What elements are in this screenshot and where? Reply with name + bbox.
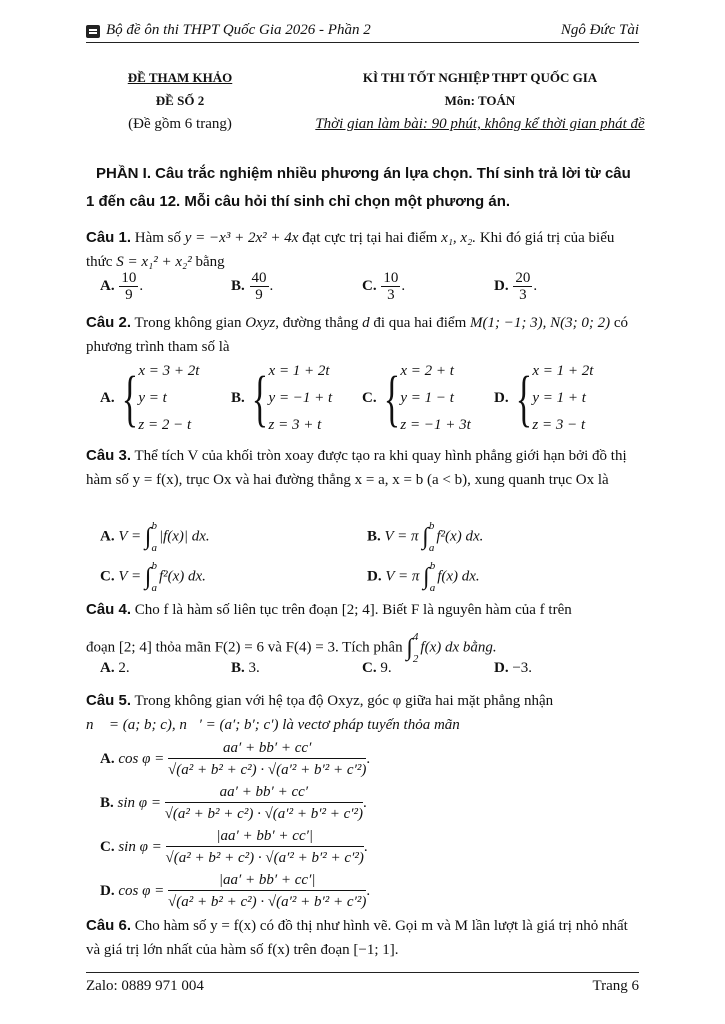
q4-options: [100, 660, 640, 682]
option-b[interactable]: B. V = π ∫ b a f²(x) dx.: [367, 520, 484, 554]
option-c[interactable]: C. { x = 2 + t y = 1 − t z = −1 + 3t: [362, 363, 471, 433]
option-a[interactable]: A. { x = 3 + 2t y = t z = 2 − t: [100, 363, 200, 433]
footer-contact: Zalo: 0889 971 004: [86, 978, 204, 994]
exam-pages: (Đề gồm 6 trang): [128, 116, 232, 132]
question-1: Câu 1. Hàm số y = −x³ + 2x² + 4x đạt cực trị tại hai điểm x₁, x₂. Khi đó giá trị của biểu thức S = x₁² + x₂² bằng: [86, 229, 615, 270]
option-d[interactable]: D. $\frac{20}{3}$ .: [494, 270, 538, 303]
q5-options: [100, 738, 640, 913]
question-4: Câu 4. Cho f là hàm số liên tục trên đoạn [2; 4]. Biết F là nguyên hàm của f trên đoạn [2; 4] thỏa mãn F(2) = 6 và F(4) = 3. Tích phân ∫ 4 2 f(x) dx bằng.: [86, 601, 572, 665]
option-b[interactable]: B. sin φ = $\frac{aa' + bb' + cc'}{\text{√(a² + b² + c²) · √(a′² + b′² + c′²)}}$ .: [100, 784, 367, 822]
option-a[interactable]: A. 2.: [100, 660, 130, 676]
option-c[interactable]: C. V = ∫ b a f²(x) dx.: [100, 560, 206, 594]
q3-options: [100, 515, 640, 595]
option-d[interactable]: D. −3.: [494, 660, 533, 676]
question-6: Câu 6. Cho hàm số y = f(x) có đồ thị như hình vẽ. Gọi m và M lần lượt là giá trị nhỏ nhất và giá trị lớn nhất của hàm số f(x) trên đoạn [−1; 1].: [86, 917, 628, 958]
footer-rule: [86, 972, 639, 973]
option-d[interactable]: D. V = π ∫ b a f(x) dx.: [367, 560, 480, 594]
option-b[interactable]: B. 3.: [231, 660, 260, 676]
option-b[interactable]: B. $\frac{40}{9}$ .: [231, 270, 274, 303]
option-b[interactable]: B. { x = 1 + 2t y = −1 + t z = 3 + t: [231, 363, 333, 433]
exam-subject: Môn: TOÁN: [444, 93, 516, 108]
exam-title: KÌ THI TỐT NGHIỆP THPT QUỐC GIA: [362, 70, 598, 85]
option-d[interactable]: D. { x = 1 + 2t y = 1 + t z = 3 − t: [494, 363, 594, 433]
option-a[interactable]: A. $\frac{10}{9}$ .: [100, 270, 144, 303]
option-d[interactable]: D. cos φ = $\frac{|aa' + bb' + cc'|}{\text{√(a² + b² + c²) · √(a′² + b′² + c′²)}}$ .: [100, 872, 371, 910]
question-3: Câu 3. Thể tích V của khối tròn xoay được tạo ra khi quay hình phẳng giới hạn bởi đồ thị hàm số y = f(x), trục Ox và hai đường thẳng x = a, x = b (a < b), xung quanh trục Ox là: [86, 447, 627, 488]
exam-time: Thời gian làm bài: 90 phút, không kể thời gian phát đề: [315, 116, 645, 132]
exam-ref: ĐỀ THAM KHẢO: [127, 70, 233, 85]
header-rule: [86, 42, 639, 43]
option-c[interactable]: C. sin φ = $\frac{|aa' + bb' + cc'|}{\text{√(a² + b² + c²) · √(a′² + b′² + c′²)}}$ .: [100, 828, 368, 866]
q1-options: [100, 270, 640, 310]
exam-code: ĐỀ SỐ 2: [155, 93, 205, 108]
option-c[interactable]: C. 9.: [362, 660, 392, 676]
book-icon: [86, 25, 100, 38]
section-title: PHẦN I. Câu trắc nghiệm nhiều phương án lựa chọn. Thí sinh trả lời từ câu 1 đến câu 12. Mỗi câu hỏi thí sinh chỉ chọn một phương án.: [86, 165, 631, 210]
option-a[interactable]: A. cos φ = $\frac{aa' + bb' + cc'}{\text{√(a² + b² + c²) · √(a′² + b′² + c′²)}}$ .: [100, 740, 371, 778]
option-c[interactable]: C. $\frac{10}{3}$ .: [362, 270, 406, 303]
header-author: Ngô Đức Tài: [560, 22, 639, 38]
question-2: Câu 2. Trong không gian Oxyz, đường thẳng d đi qua hai điểm M(1; −1; 3), N(3; 0; 2) có phương trình tham số là: [86, 314, 629, 355]
header-title: Bộ đề ôn thi THPT Quốc Gia 2026 - Phần 2: [106, 22, 371, 38]
option-a[interactable]: A. V = ∫ b a |f(x)| dx.: [100, 520, 210, 554]
question-5: Câu 5. Trong không gian với hệ tọa độ Oxyz, góc φ giữa hai mặt phẳng nhận n⃗ = (a; b; c), n⃗′ = (a′; b′; c′) là vectơ pháp tuyến thỏa mãn: [86, 692, 554, 733]
q2-options: [100, 358, 640, 440]
page-number: Trang 6: [592, 978, 639, 994]
